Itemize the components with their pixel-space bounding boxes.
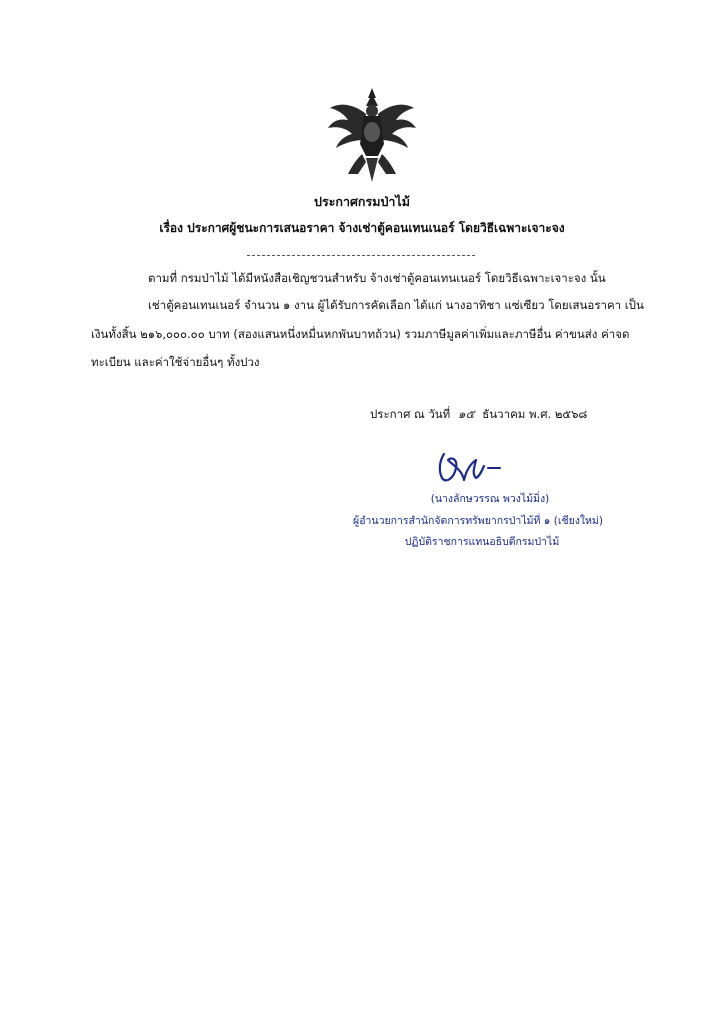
body-line-1: ตามที่ กรมป่าไม้ ได้มีหนังสือเชิญชวนสำหรับ จ้างเช่าตู้คอนเทนเนอร์ โดยวิธีเฉพาะเจาะจง นั้น [148,271,606,285]
body-line-4: ทะเบียน และค่าใช้จ่ายอื่นๆ ทั้งปวง [91,355,260,369]
handwritten-signature-icon [430,446,540,486]
signatory-name: (นางลักษวรรณ พวงไม้มิ่ง) [430,493,550,505]
signatory-position: ผู้อำนวยการสำนักจัดการทรัพยากรป่าไม้ที่ ๑ (เชียงใหม่) [353,515,603,527]
announcement-subject: เรื่อง ประกาศผู้ชนะการเสนอราคา จ้างเช่าตู้คอนเทนเนอร์ โดยวิธีเฉพาะเจาะจง [159,221,565,235]
date-suffix: ธันวาคม พ.ศ. ๒๕๖๘ [482,407,588,421]
garuda-emblem-icon [326,84,418,184]
body-line-2: เช่าตู้คอนเทนเนอร์ จำนวน ๑ งาน ผู้ได้รับการคัดเลือก ได้แก่ นางอาทิชา แซ่เซียว โดยเสนอราคา เป็น [148,298,644,312]
department-title: ประกาศกรมป่าไม้ [314,194,410,209]
date-day-handwritten: ๑๕ [457,407,475,421]
announcement-date [370,405,587,424]
signatory-acting: ปฏิบัติราชการแทนอธิบดีกรมป่าไม้ [404,536,560,548]
date-prefix: ประกาศ ณ วันที่ [370,407,451,421]
body-line-3: เงินทั้งสิ้น ๒๑๖,๐๐๐.๐๐ บาท (สองแสนหนึ่งหมื่นหกพันบาทถ้วน) รวมภาษีมูลค่าเพิ่มและภาษีอื่น ค่าขนส่ง ค่าจด [91,327,630,341]
divider [247,255,475,256]
